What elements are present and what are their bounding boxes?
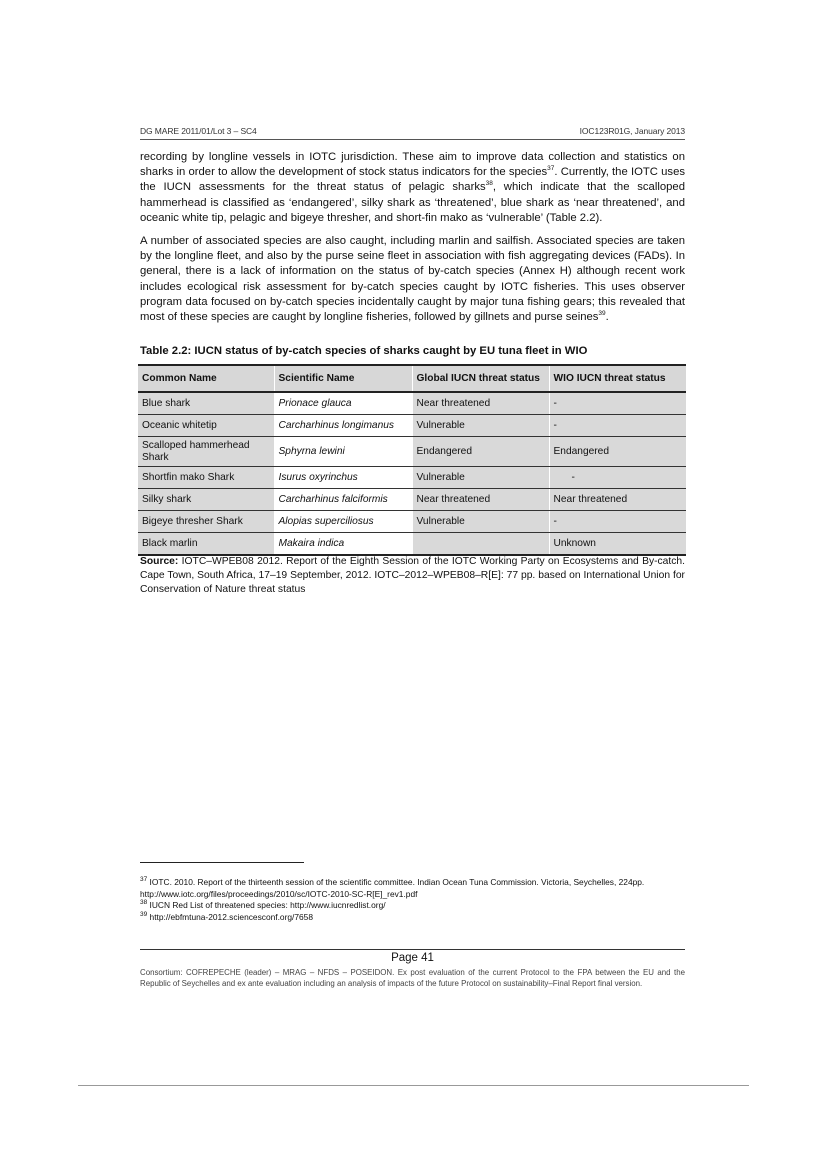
paragraph-1: [140, 150, 685, 226]
table-row: [138, 415, 686, 437]
footnote-37: [140, 877, 685, 900]
wio-status-cell: -: [549, 511, 686, 533]
paragraph-1-text-c: , which indicate that the scalloped hammerhead is classified as ‘endangered’, silky shark as ‘threatened’, blue shark as ‘near threatened’, and oceanic white tip, pelagic and bigeye thresher, and short-fin mako as ‘vulnerable’ (Table 2.2).: [140, 181, 685, 224]
scientific-name-cell: Makaira indica: [274, 533, 412, 556]
header-scientific-name: Scientific Name: [274, 365, 412, 392]
wio-status-cell: -: [549, 467, 686, 489]
header-left: DG MARE 2011/01/Lot 3 – SC4: [140, 126, 257, 136]
table-row: [138, 437, 686, 467]
footnotes: [140, 877, 685, 923]
footnote-divider: [140, 862, 304, 863]
common-name-cell: Shortfin mako Shark: [138, 467, 274, 489]
scientific-name-cell: Isurus oxyrinchus: [274, 467, 412, 489]
wio-status-cell: Unknown: [549, 533, 686, 556]
source-text: IOTC–WPEB08 2012. Report of the Eighth Session of the IOTC Working Party on Ecosystems and By-catch. Cape Town, South Africa, 17–19 September, 2012. IOTC–2012–WPEB08–R[E]: 77 pp. based on International Union for Conservation of Nature threat status: [140, 556, 685, 595]
paragraph-2: [140, 234, 685, 325]
global-status-cell: Endangered: [412, 437, 549, 467]
common-name-cell: Oceanic whitetip: [138, 415, 274, 437]
paragraph-2-text-b: .: [605, 311, 609, 324]
footnote-text[interactable]: IOTC. 2010. Report of the thirteenth session of the scientific committee. Indian Ocean Tuna Commission. Victoria, Seychelles, 224pp. http://www.iotc.org/files/proceedings/2010/sc/IOTC-2010-SC-R[E]_rev1.pdf: [140, 877, 645, 899]
scientific-name-cell: Alopias superciliosus: [274, 511, 412, 533]
common-name-cell: Silky shark: [138, 489, 274, 511]
footnote-number: 38: [140, 899, 148, 907]
global-status-cell: Vulnerable: [412, 467, 549, 489]
table-row: [138, 533, 686, 556]
table-header-row: [138, 365, 686, 392]
footnote-ref-37[interactable]: 37: [547, 165, 555, 173]
footnote-39: [140, 912, 685, 924]
scientific-name-cell: Carcharhinus longimanus: [274, 415, 412, 437]
body-text: [140, 150, 685, 333]
paragraph-2-text-a: A number of associated species are also caught, including marlin and sailfish. Associated species are taken by the longline fleet, and also by the purse seine fleet in association with fish aggregating devices (FADs). In general, there is a lack of information on the status of by-catch species (Annex H) although recent work includes ecological risk assessment for by-catch species caught by IOTC fisheries. This uses observer program data focused on by-catch species incidentally caught by major tuna fishing gears; this revealed that most of these species are caught by longline fisheries, followed by gillnets and purse seines: [140, 235, 685, 324]
wio-status-cell: Near threatened: [549, 489, 686, 511]
footer-divider: [140, 949, 685, 950]
scientific-name-cell: Sphyrna lewini: [274, 437, 412, 467]
header-right: IOC123R01G, January 2013: [579, 126, 685, 136]
scientific-name-cell: Prionace glauca: [274, 392, 412, 415]
footnote-ref-38[interactable]: 38: [485, 180, 493, 188]
species-table: [138, 364, 686, 556]
global-status-cell: Near threatened: [412, 392, 549, 415]
common-name-cell: Black marlin: [138, 533, 274, 556]
footnote-number: 39: [140, 910, 148, 918]
global-status-cell: Vulnerable: [412, 415, 549, 437]
paragraph-1-text-b: . Currently, the IOTC uses the IUCN assessments for the threat status of pelagic sharks: [140, 166, 685, 194]
footnote-text[interactable]: http://ebfmtuna-2012.sciencesconf.org/7658: [147, 911, 313, 922]
header-divider: [140, 139, 685, 140]
source-label: Source:: [140, 556, 179, 567]
table-row: [138, 467, 686, 489]
page-number: Page 41: [391, 952, 434, 964]
page-bottom-divider: [78, 1085, 749, 1086]
common-name-cell: Scalloped hammerhead Shark: [138, 437, 274, 467]
footnote-text[interactable]: IUCN Red List of threatened species: http://www.iucnredlist.org/: [147, 900, 386, 910]
paragraph-1-text-a: recording by longline vessels in IOTC jurisdiction. These aim to improve data collection and statistics on sharks in order to allow the development of stock status indicators for the species: [140, 151, 685, 179]
footnote-number: 37: [140, 876, 148, 884]
footnote-ref-39[interactable]: 39: [598, 310, 606, 318]
wio-status-cell: Endangered: [549, 437, 686, 467]
global-status-cell: Vulnerable: [412, 511, 549, 533]
table-source: [140, 555, 685, 597]
wio-status-cell: -: [549, 415, 686, 437]
global-status-cell: Near threatened: [412, 489, 549, 511]
table-row: [138, 489, 686, 511]
page-header: [140, 126, 685, 136]
header-wio-status: WIO IUCN threat status: [549, 365, 686, 392]
footnote-38: [140, 900, 685, 912]
header-common-name: Common Name: [138, 365, 274, 392]
consortium-note: Consortium: COFREPECHE (leader) – MRAG – NFDS – POSEIDON. Ex post evaluation of the current Protocol to the FPA between the EU and the Republic of Seychelles and ex ante evaluation including an analysis of impacts of the future Protocol on sustainability–Final Report final version.: [140, 968, 685, 988]
scientific-name-cell: Carcharhinus falciformis: [274, 489, 412, 511]
common-name-cell: Blue shark: [138, 392, 274, 415]
table-caption: Table 2.2: IUCN status of by-catch species of sharks caught by EU tuna fleet in WIO: [140, 345, 588, 357]
table-row: [138, 392, 686, 415]
header-global-status: Global IUCN threat status: [412, 365, 549, 392]
table-row: [138, 511, 686, 533]
common-name-cell: Bigeye thresher Shark: [138, 511, 274, 533]
global-status-cell: [412, 533, 549, 556]
wio-status-cell: -: [549, 392, 686, 415]
